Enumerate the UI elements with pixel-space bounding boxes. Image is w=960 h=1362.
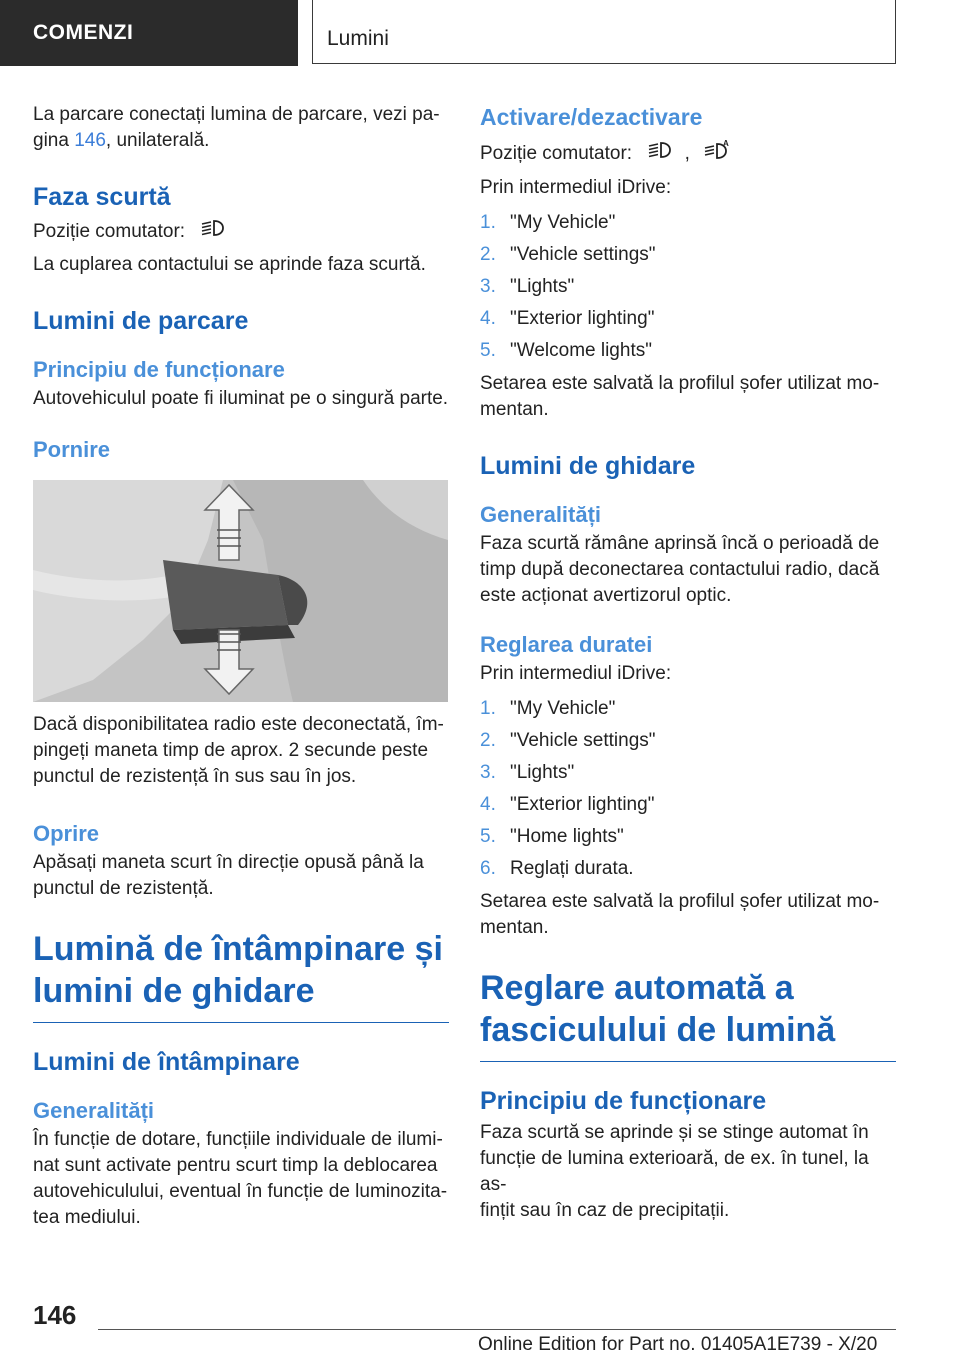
list-item xyxy=(480,821,896,853)
steps-list-welcome xyxy=(480,207,896,367)
switch-position-label: Poziție comutator: xyxy=(33,221,186,243)
idrive-label-2: Prin intermediul iDrive: xyxy=(480,663,672,684)
guide-general-heading: Generalități xyxy=(480,502,602,527)
general-text-1: În funcție de dotare, funcțiile individuale de ilumi- xyxy=(33,1129,443,1150)
auto-beam-main-heading xyxy=(480,967,896,1062)
switch-separator: , xyxy=(684,143,690,165)
list-item xyxy=(480,303,896,335)
step-text: "Lights" xyxy=(510,762,575,783)
step-number: 3. xyxy=(480,762,496,783)
stop-heading: Oprire xyxy=(33,821,100,846)
step-number: 2. xyxy=(480,244,496,265)
start-text-2: pingeți maneta timp de aprox. 2 secunde peste xyxy=(33,740,429,761)
welcome-main-heading xyxy=(33,928,449,1023)
auto-text-1: Faza scurtă se aprinde și se stinge automat în xyxy=(480,1122,869,1143)
list-item xyxy=(480,693,896,725)
general-text-3: autovehiculului, eventual în funcție de luminozita- xyxy=(33,1181,448,1202)
welcome-main-line-2: lumini de ghidare xyxy=(33,972,315,1010)
low-beam-switch-line xyxy=(33,218,449,246)
section-label: COMENZI xyxy=(33,21,134,44)
saved-text-b1: Setarea este salvată la profilul șofer utilizat mo- xyxy=(480,891,880,912)
step-number: 5. xyxy=(480,340,496,361)
left-column xyxy=(33,100,449,1231)
intro-line-2 xyxy=(33,128,449,154)
welcome-main-line-1: Lumină de întâmpinare și xyxy=(33,930,443,968)
low-beam-icon xyxy=(647,140,673,168)
step-text: "Vehicle settings" xyxy=(510,730,656,751)
page-number: 146 xyxy=(33,1300,77,1330)
guide-text-1: Faza scurtă rămâne aprinsă încă o perioadă de xyxy=(480,533,880,554)
list-item xyxy=(480,789,896,821)
parking-lights-heading: Lumini de parcare xyxy=(33,307,249,335)
list-item xyxy=(480,239,896,271)
right-column xyxy=(480,100,896,1224)
saved-text-1: Setarea este salvată la profilul șofer utilizat mo- xyxy=(480,373,880,394)
step-number: 1. xyxy=(480,212,496,233)
activate-heading: Activare/dezactivare xyxy=(480,104,703,130)
auto-main-line-1: Reglare automată a xyxy=(480,969,794,1007)
stop-text-2: punctul de rezistență. xyxy=(33,878,214,899)
auto-text-2: funcție de lumina exterioară, de ex. în tunel, la as- xyxy=(480,1148,869,1195)
steps-list-duration xyxy=(480,693,896,885)
stalk-photo xyxy=(33,480,449,702)
general-text-4: tea mediului. xyxy=(33,1207,141,1228)
step-number: 1. xyxy=(480,698,496,719)
activate-switch-line xyxy=(480,139,896,169)
welcome-lights-heading: Lumini de întâmpinare xyxy=(33,1048,300,1076)
low-beam-icon xyxy=(200,218,226,246)
list-item xyxy=(480,271,896,303)
step-text: "Home lights" xyxy=(510,826,624,847)
chapter-title-text: Lumini xyxy=(327,27,389,50)
list-item xyxy=(480,725,896,757)
guide-text-3: este acționat avertizorul optic. xyxy=(480,585,732,606)
guide-lights-heading: Lumini de ghidare xyxy=(480,452,696,480)
saved-text-2: mentan. xyxy=(480,399,549,420)
duration-heading: Reglarea duratei xyxy=(480,632,653,657)
stop-text-1: Apăsați maneta scurt în direcție opusă până la xyxy=(33,852,424,873)
step-number: 4. xyxy=(480,794,496,815)
footer-divider xyxy=(98,1329,896,1330)
auto-text-3: fințit sau în caz de precipitații. xyxy=(480,1200,730,1221)
list-item xyxy=(480,757,896,789)
idrive-label: Prin intermediul iDrive: xyxy=(480,177,672,198)
svg-text:A: A xyxy=(723,139,729,148)
principle-text: Autovehiculul poate fi iluminat pe o singură parte. xyxy=(33,388,449,409)
start-text-3: punctul de rezistență în sus sau în jos. xyxy=(33,766,357,787)
step-number: 4. xyxy=(480,308,496,329)
step-text: "My Vehicle" xyxy=(510,698,616,719)
intro-line-1: La parcare conectați lumina de parcare, vezi pa- xyxy=(33,104,440,125)
chapter-title xyxy=(312,0,896,64)
general-text-2: nat sunt activate pentru scurt timp la deblocarea xyxy=(33,1155,438,1176)
step-text: "Lights" xyxy=(510,276,575,297)
low-beam-heading: Faza scurtă xyxy=(33,183,171,211)
step-text: "Exterior lighting" xyxy=(510,794,655,815)
auto-light-icon xyxy=(703,139,731,169)
step-text: "My Vehicle" xyxy=(510,212,616,233)
page-link[interactable]: 146 xyxy=(74,130,106,151)
section-tab xyxy=(0,0,298,66)
guide-text-2: timp după deconectarea contactului radio, dacă xyxy=(480,559,880,580)
start-text-1: Dacă disponibilitatea radio este deconectată, îm- xyxy=(33,714,444,735)
intro-text-b: , unilaterală. xyxy=(105,130,210,151)
principle-heading: Principiu de funcționare xyxy=(33,357,285,382)
auto-principle-heading: Principiu de funcționare xyxy=(480,1087,767,1115)
general-heading: Generalități xyxy=(33,1098,155,1123)
list-item xyxy=(480,207,896,239)
list-item xyxy=(480,853,896,885)
step-number: 2. xyxy=(480,730,496,751)
intro-text-a: gina xyxy=(33,130,75,151)
switch-position-label-right: Poziție comutator: xyxy=(480,143,633,165)
step-text: "Vehicle settings" xyxy=(510,244,656,265)
step-text: Reglați durata. xyxy=(510,858,634,879)
auto-main-line-2: fasciculului de lumină xyxy=(480,1011,836,1049)
saved-text-b2: mentan. xyxy=(480,917,549,938)
list-item xyxy=(480,335,896,367)
step-number: 5. xyxy=(480,826,496,847)
step-number: 6. xyxy=(480,858,496,879)
step-text: "Exterior lighting" xyxy=(510,308,655,329)
start-heading: Pornire xyxy=(33,437,111,462)
low-beam-text: La cuplarea contactului se aprinde faza scurtă. xyxy=(33,254,426,275)
step-number: 3. xyxy=(480,276,496,297)
edition-text: Online Edition for Part no. 01405A1E739 - X/20 xyxy=(478,1334,878,1355)
step-text: "Welcome lights" xyxy=(510,340,652,361)
